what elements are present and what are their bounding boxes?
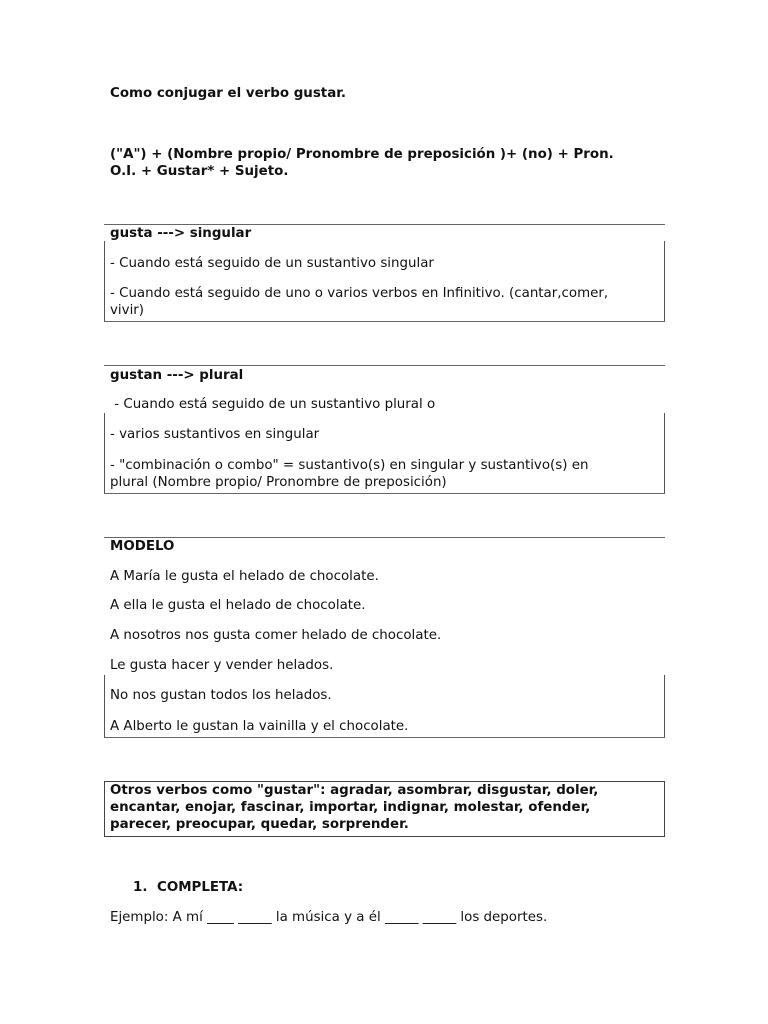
gustan-item: - varios sustantivos en singular <box>110 427 320 442</box>
otros-verbos-line: encantar, enojar, fascinar, importar, indignar, molestar, ofender, <box>110 800 591 815</box>
modelo-example: A María le gusta el helado de chocolate. <box>110 569 379 584</box>
gustan-item: - "combinación o combo" = sustantivo(s) en singular y sustantivo(s) en <box>110 458 589 473</box>
modelo-left-border <box>104 675 105 737</box>
modelo-example: A nosotros nos gusta comer helado de chocolate. <box>110 628 442 643</box>
gusta-item: - Cuando está seguido de uno o varios verbos en Infinitivo. (cantar,comer, <box>110 286 609 301</box>
gusta-right-border <box>664 241 665 321</box>
gustan-item: plural (Nombre propio/ Pronombre de preposición) <box>110 475 447 490</box>
exercise-example: Ejemplo: A mí ____ _____ la música y a él _____ _____ los deportes. <box>110 910 548 925</box>
otros-verbos-line: Otros verbos como "gustar": agradar, asombrar, disgustar, doler, <box>110 783 599 798</box>
modelo-bottom-rule <box>104 737 665 738</box>
gusta-bottom-rule <box>104 321 665 322</box>
gustan-top-rule <box>104 365 665 366</box>
gustan-item: - Cuando está seguido de un sustantivo plural o <box>110 397 436 412</box>
otros-verbos-line: parecer, preocupar, quedar, sorprender. <box>110 817 409 832</box>
gustan-left-border <box>104 413 105 493</box>
formula-line-1: ("A") + (Nombre propio/ Pronombre de preposición )+ (no) + Pron. <box>110 147 614 162</box>
modelo-top-rule <box>104 537 665 538</box>
gusta-header: gusta ---> singular <box>110 226 252 241</box>
gustan-bottom-rule <box>104 493 665 494</box>
page-title: Como conjugar el verbo gustar. <box>110 86 347 101</box>
gusta-item: vivir) <box>110 303 145 318</box>
modelo-right-border <box>664 675 665 737</box>
gustan-header: gustan ---> plural <box>110 368 244 383</box>
formula-line-2: O.I. + Gustar* + Sujeto. <box>110 164 289 179</box>
exercise-label: COMPLETA: <box>157 880 244 895</box>
modelo-example: Le gusta hacer y vender helados. <box>110 658 334 673</box>
modelo-example: No nos gustan todos los helados. <box>110 688 332 703</box>
modelo-example: A Alberto le gustan la vainilla y el chocolate. <box>110 719 409 734</box>
gusta-left-border <box>104 241 105 321</box>
modelo-example: A ella le gusta el helado de chocolate. <box>110 598 366 613</box>
modelo-header: MODELO <box>110 539 175 554</box>
gustan-right-border <box>664 413 665 493</box>
gusta-item: - Cuando está seguido de un sustantivo singular <box>110 256 434 271</box>
exercise-number: 1. <box>133 880 148 895</box>
